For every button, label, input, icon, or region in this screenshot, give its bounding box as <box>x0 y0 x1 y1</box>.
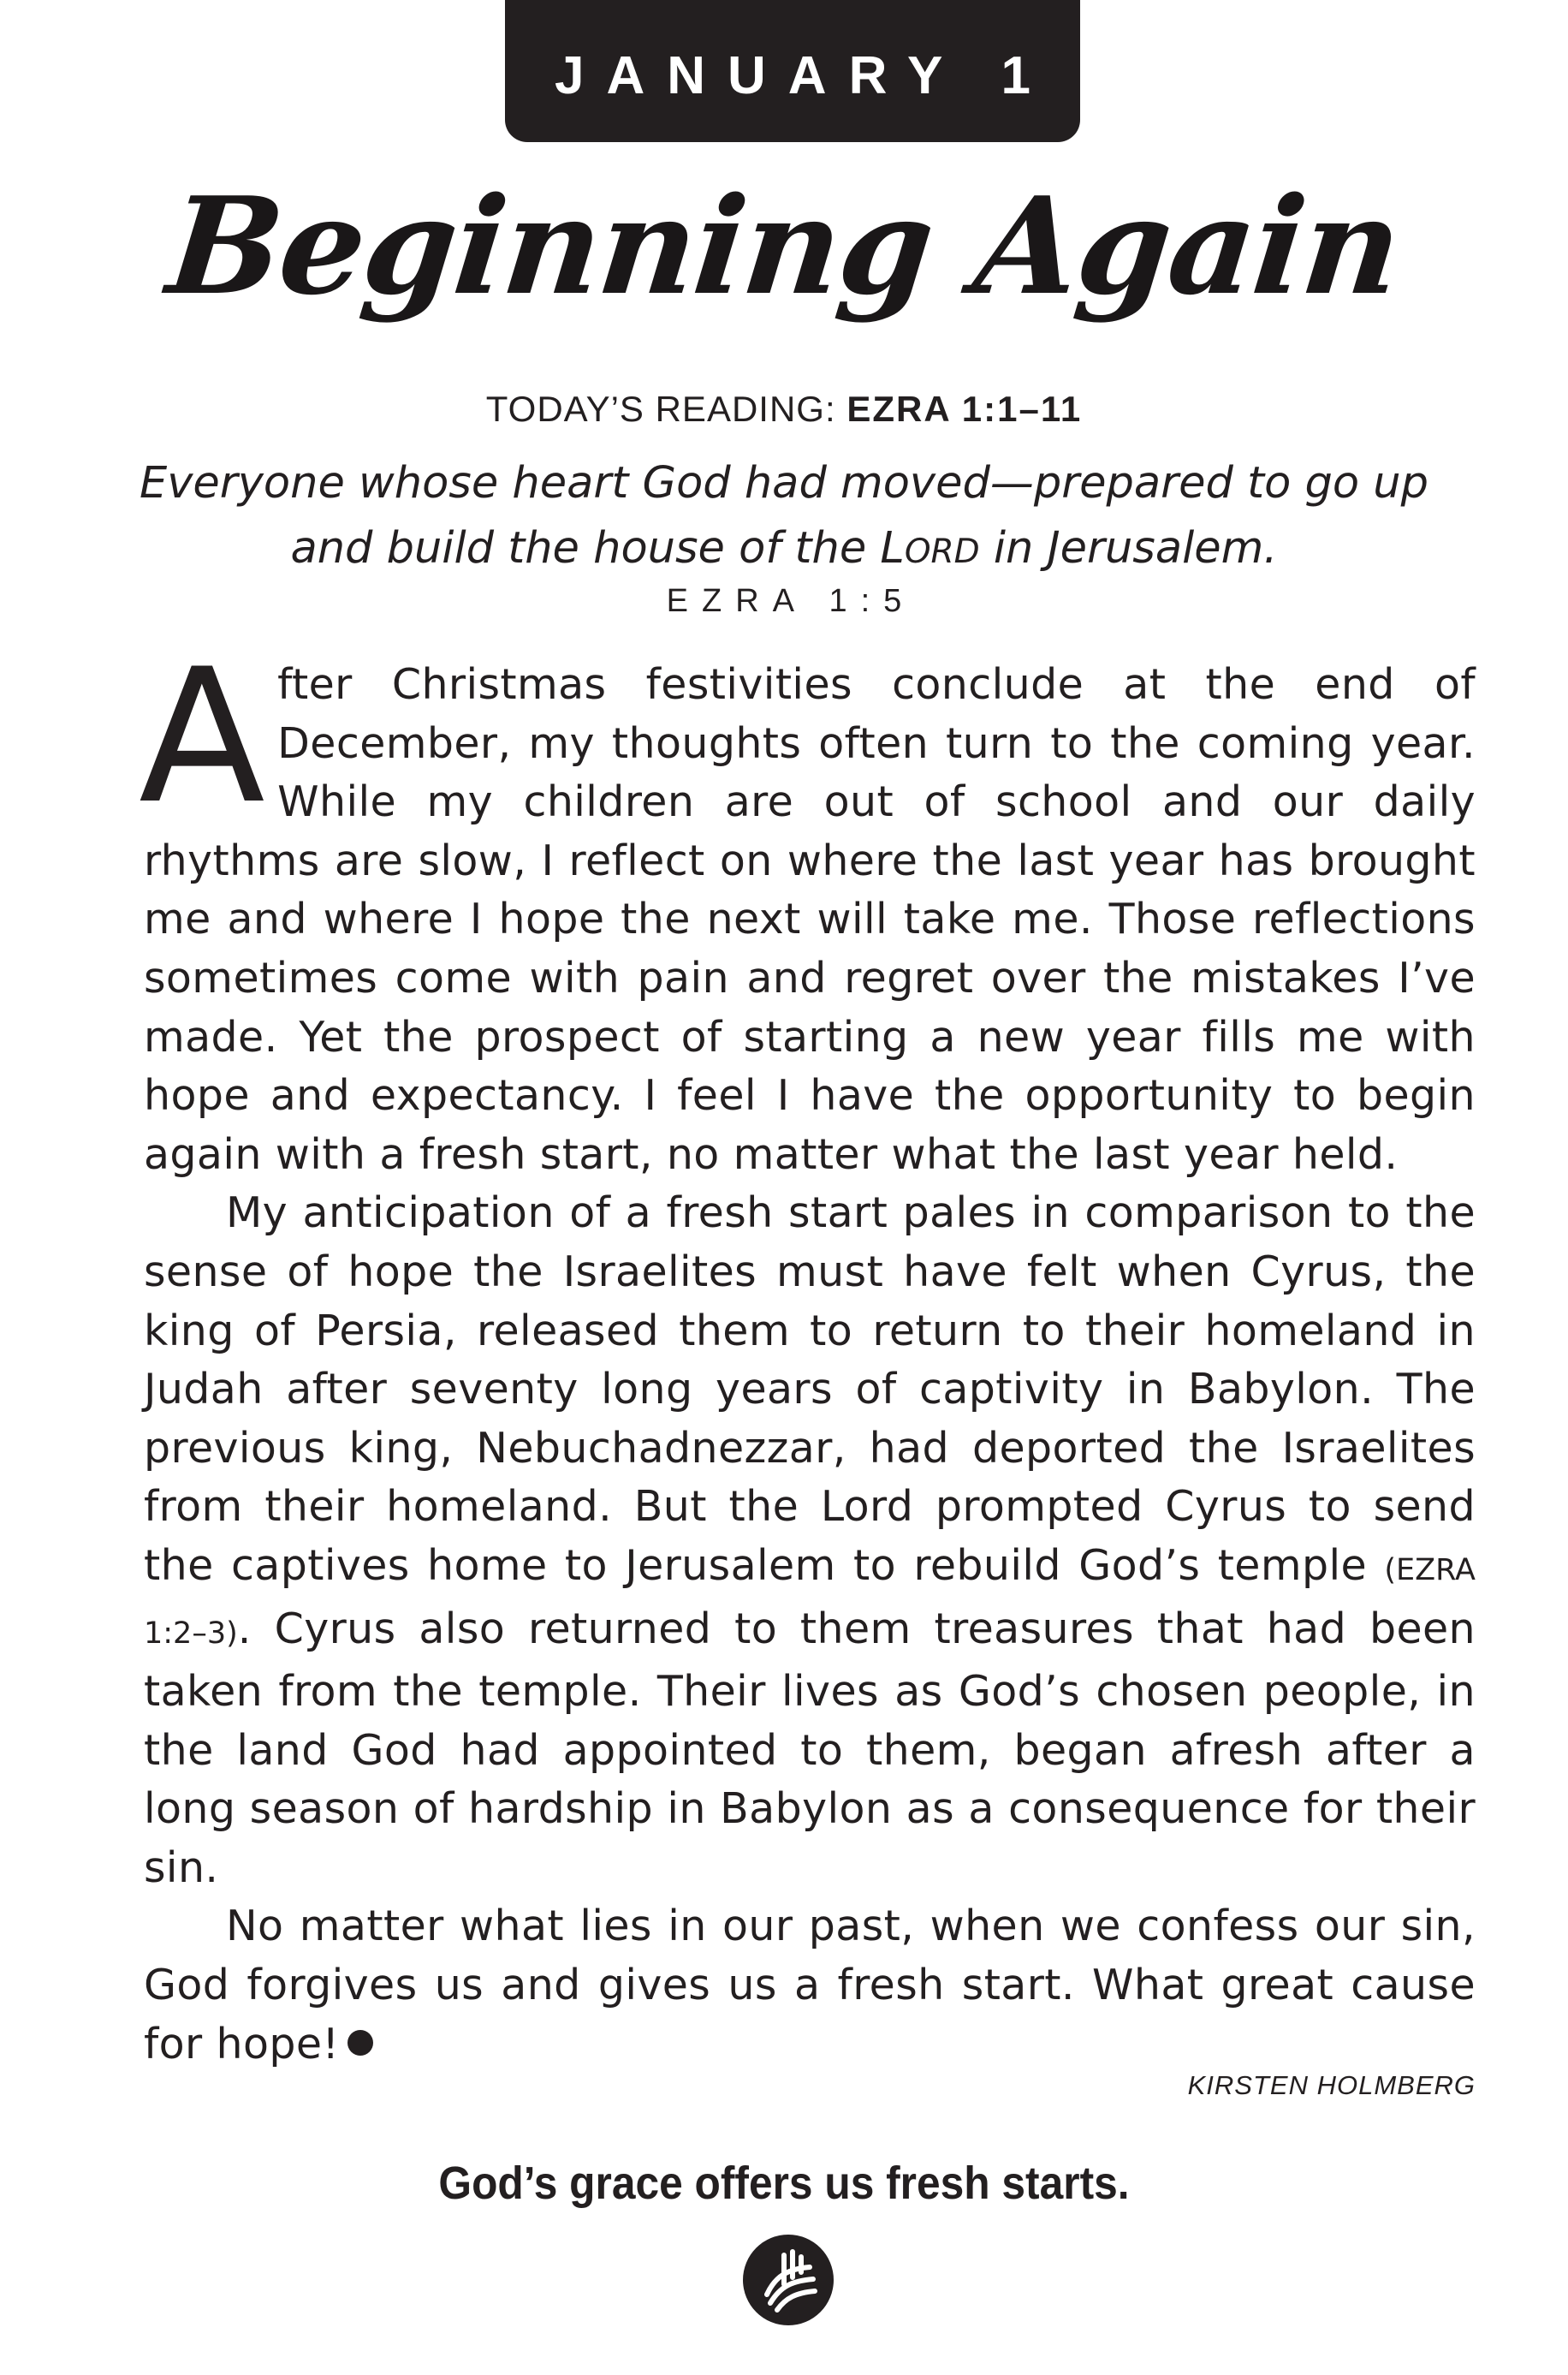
verse-text-before: Everyone whose heart God had moved—prepared to go up and build the house of the <box>139 458 1429 574</box>
our-daily-bread-logo-icon <box>741 2233 835 2327</box>
paragraph-1-text: fter Christmas festivities conclude at the end of December, my thoughts often turn to the coming year. While my children are out of school and our daily rhythms are slow, I reflect on where the last year has brought me and where I hope the next will take me. Those reflections sometimes come with pain and regret over the mistakes I’ve made. Yet the prospect of starting a new year fills me with hope and expectancy. I feel I have the opportunity to begin again with a fresh start, no matter what the last year held. <box>144 660 1476 1179</box>
reading-label: TODAY’S READING: <box>485 389 836 429</box>
devotional-body <box>139 629 1476 2074</box>
verse-lord-smallcaps: ORD <box>904 533 980 571</box>
author-name: KIRSTEN HOLMBERG <box>1187 2070 1476 2100</box>
scripture-cross-reference: (EZRA 1:2–3) <box>144 1552 1476 1651</box>
date-label: JANUARY 1 <box>555 45 1053 105</box>
verse-reference: EZRA 1:5 <box>666 583 916 619</box>
paragraph-3-text: No matter what lies in our past, when we confess our sin, God forgives us and gives us a fresh start. What great cause for hope! <box>144 1902 1476 2068</box>
date-header <box>505 0 1080 142</box>
key-verse <box>137 451 1431 585</box>
paragraph-1 <box>139 629 1476 1184</box>
drop-cap: A <box>139 629 266 844</box>
todays-reading <box>0 385 1568 433</box>
reading-passage: EZRA 1:1–11 <box>846 389 1083 429</box>
paragraph-2-text-after: . Cyrus also returned to them treasures that had been taken from the temple. Their lives as God’s chosen people, in the land God had appointed to them, began afresh after a long season of hardship in Babylon as a consequence for their sin. <box>144 1604 1476 1892</box>
verse-text-after: in Jerusalem. <box>979 523 1278 574</box>
devotional-title: Beginning Again <box>161 168 1407 324</box>
paragraph-2 <box>144 1184 1476 1897</box>
verse-lord-initial: L <box>880 523 905 574</box>
takeaway-thought: God’s grace offers us fresh starts. <box>438 2158 1130 2209</box>
paragraph-3 <box>144 1897 1476 2074</box>
paragraph-2-text-before: My anticipation of a fresh start pales in comparison to the sense of hope the Israelites must have felt when Cyrus, the king of Persia, released them to return to their homeland in Judah after seventy long years of captivity in Babylon. The previous king, Nebuchadnezzar, had deported the Israelites from their homeland. But the Lord prompted Cyrus to send the captives home to Jerusalem to rebuild God’s temple <box>144 1188 1476 1590</box>
leaf-mark-icon <box>347 2030 373 2056</box>
